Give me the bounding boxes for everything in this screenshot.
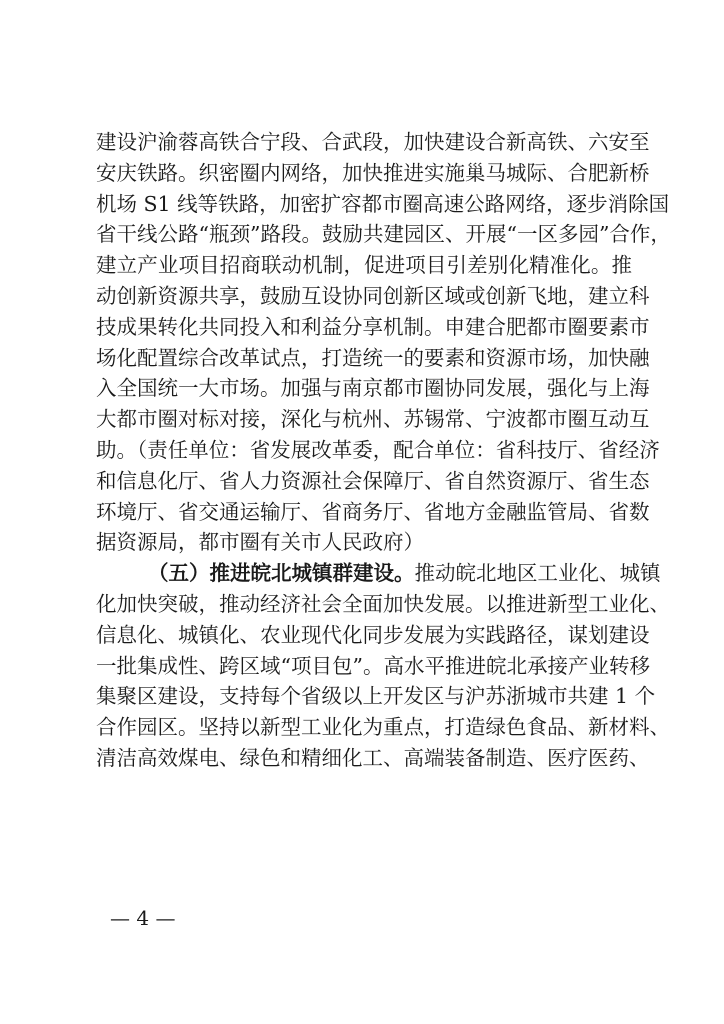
paragraph-line: 建立产业项目招商联动机制，促进项目引差别化精准化。推 [96,253,632,278]
paragraph-line: 和信息化厅、省人力资源社会保障厅、省自然资源厅、省生态 [96,468,650,493]
section-heading: （五）推进皖北城镇群建设。 [148,561,415,586]
paragraph-line: 合作园区。坚持以新型工业化为重点，打造绿色食品、新材料、 [96,715,670,740]
page-number: — 4 — [110,906,176,930]
paragraph-line: 入全国统一大市场。加强与南京都市圈协同发展，强化与上海 [96,376,650,401]
section-heading-rest: 推动皖北地区工业化、城镇 [414,561,661,586]
body-text [96,127,671,774]
paragraph-line: 省干线公路“瓶颈”路段。鼓励共建园区、开展“一区多园”合作， [96,222,671,247]
paragraph-line: 安庆铁路。织密圈内网络，加快推进实施巢马城际、合肥新桥 [96,160,650,185]
paragraph-line: 化加快突破，推动经济社会全面加快发展。以推进新型工业化、 [96,591,670,616]
paragraph-line: 环境厅、省交通运输厅、省商务厅、省地方金融监管局、省数 [96,499,650,524]
paragraph-line: 助。（责任单位：省发展改革委，配合单位：省科技厅、省经济 [96,437,660,462]
paragraph-line: 清洁高效煤电、绿色和精细化工、高端装备制造、医疗医药、 [96,745,650,770]
paragraph-line: 据资源局，都市圈有关市人民政府） [96,530,424,555]
paragraph-line: 建设沪渝蓉高铁合宁段、合武段，加快建设合新高铁、六安至 [96,130,650,154]
paragraph-line: 大都市圈对标对接，深化与杭州、苏锡常、宁波都市圈互动互 [96,407,650,432]
section-heading-line [96,558,661,589]
paragraph-line: 集聚区建设，支持每个省级以上开发区与沪苏浙城市共建 1 个 [96,684,656,709]
paragraph-line: 场化配置综合改革试点，打造统一的要素和资源市场，加快融 [96,345,650,370]
paragraph-line: 动创新资源共享，鼓励互设协同创新区域或创新飞地，建立科 [96,283,650,308]
paragraph-line: 一批集成性、跨区域“项目包”。高水平推进皖北承接产业转移 [96,653,650,678]
paragraph-line: 信息化、城镇化、农业现代化同步发展为实践路径，谋划建设 [96,622,650,647]
paragraph-line: 技成果转化共同投入和利益分享机制。申建合肥都市圈要素市 [96,314,650,339]
paragraph-line: 机场 S1 线等铁路，加密扩容都市圈高速公路网络，逐步消除国 [96,191,670,216]
